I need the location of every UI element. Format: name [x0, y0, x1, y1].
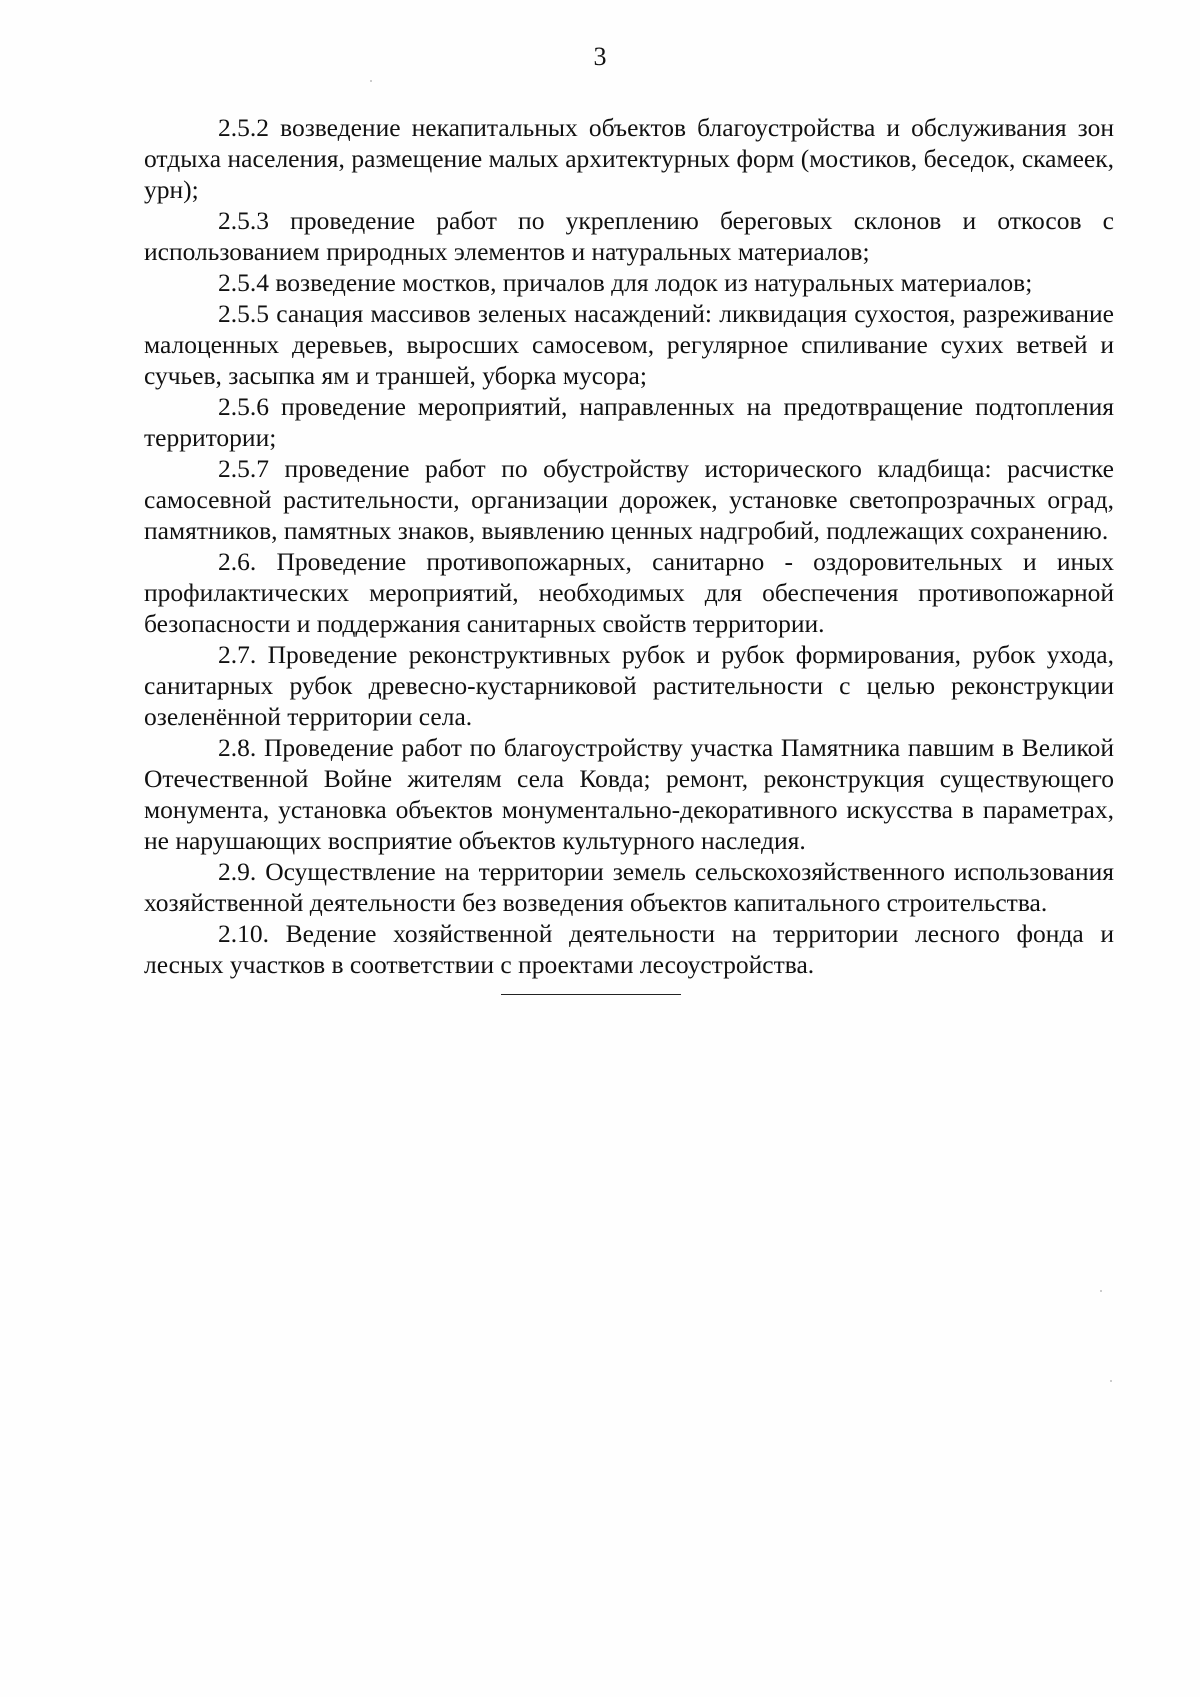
paragraph-2-5-3: 2.5.3 проведение работ по укреплению береговых склонов и откосов с использованием природных элементов и натуральных материалов; [144, 206, 1114, 266]
paragraph-2-5-6: 2.5.6 проведение мероприятий, направленных на предотвращение подтопления территории; [144, 392, 1114, 452]
scan-speck [1100, 1290, 1102, 1292]
paragraph-2-5-5: 2.5.5 санация массивов зеленых насаждений: ликвидация сухостоя, разреживание малоценных деревьев, выросших самосевом, регулярное спиливание сухих ветвей и сучьев, засыпка ям и траншей, уборка мусора; [144, 299, 1114, 390]
paragraph-2-6: 2.6. Проведение противопожарных, санитарно - оздоровительных и иных профилактических мероприятий, необходимых для обеспечения противопожарной безопасности и поддержания санитарных свойств территории. [144, 547, 1114, 638]
paragraph-2-5-2: 2.5.2 возведение некапитальных объектов благоустройства и обслуживания зон отдыха населения, размещение малых архитектурных форм (мостиков, беседок, скамеек, урн); [144, 113, 1114, 204]
paragraph-2-9: 2.9. Осуществление на территории земель сельскохозяйственного использования хозяйственной деятельности без возведения объектов капитального строительства. [144, 857, 1114, 917]
paragraph-2-10: 2.10. Ведение хозяйственной деятельности на территории лесного фонда и лесных участков в соответствии с проектами лесоустройства. [144, 919, 1114, 979]
paragraph-2-7: 2.7. Проведение реконструктивных рубок и рубок формирования, рубок ухода, санитарных рубок древесно-кустарниковой растительности с целью реконструкции озеленённой территории села. [144, 640, 1114, 731]
scan-speck [1110, 1380, 1112, 1382]
paragraph-2-5-7: 2.5.7 проведение работ по обустройству исторического кладбища: расчистке самосевной растительности, организации дорожек, установке светопрозрачных оград, памятников, памятных знаков, выявлению ценных надгробий, подлежащих сохранению. [144, 454, 1114, 545]
document-body [144, 112, 1114, 995]
end-of-text-rule [501, 994, 681, 995]
page-number: 3 [593, 42, 607, 71]
paragraph-2-8: 2.8. Проведение работ по благоустройству участка Памятника павшим в Великой Отечественной Войне жителям села Ковда; ремонт, реконструкция существующего монумента, установка объектов монументально-декоративного искусства в параметрах, не нарушающих восприятие объектов культурного наследия. [144, 733, 1114, 855]
paragraph-2-5-4: 2.5.4 возведение мостков, причалов для лодок из натуральных материалов; [218, 268, 1033, 297]
scan-speck [370, 80, 372, 82]
